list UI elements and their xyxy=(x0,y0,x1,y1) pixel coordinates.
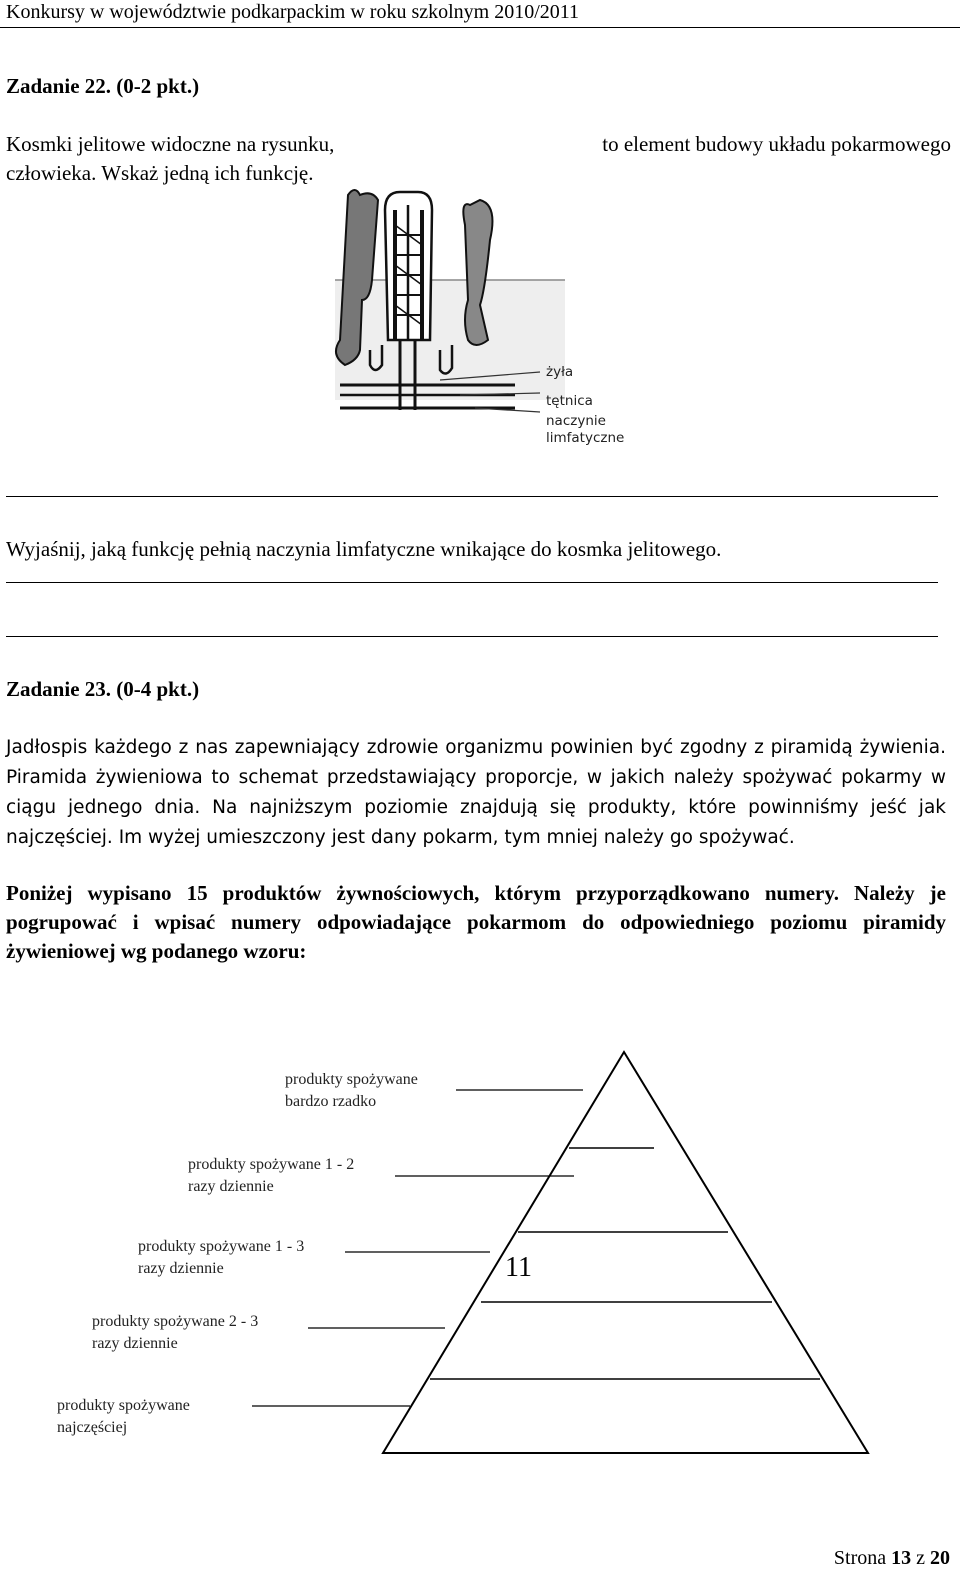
pyramid-level-2-label xyxy=(188,1154,354,1198)
task22-intro-part2-start: to element budowy układu pokarmowego xyxy=(602,132,951,156)
pyramid-level-1-line2: bardzo rzadko xyxy=(285,1093,377,1110)
pyramid-level-5-label xyxy=(57,1395,190,1439)
pyramid-level-1-label xyxy=(285,1069,418,1113)
answer-line-2[interactable] xyxy=(6,582,938,583)
label-lymph-vessel-2: limfatyczne xyxy=(546,430,625,446)
central-villus xyxy=(385,192,432,340)
pyramid-level-3-line1: produkty spożywane 1 - 3 xyxy=(138,1238,305,1255)
page-header-title: Konkursy w województwie podkarpackim w roku szkolnym 2010/2011 xyxy=(6,1,580,23)
pyramid-level-5-line2: najczęściej xyxy=(57,1419,128,1436)
pyramid-level-3-line2: razy dziennie xyxy=(138,1260,224,1277)
pyramid-level-2-line1: produkty spożywane 1 - 2 xyxy=(188,1156,355,1173)
footer-page-number: 13 xyxy=(891,1547,912,1569)
footer-page-total: 20 xyxy=(930,1547,950,1569)
pyramid-level-4-label xyxy=(92,1311,258,1355)
task22-title: Zadanie 22. (0-2 pkt.) xyxy=(6,74,200,98)
pyramid-level-4-line1: produkty spożywane 2 - 3 xyxy=(92,1313,259,1330)
pyramid-level-3-label xyxy=(138,1236,304,1280)
task23-instruction: Poniżej wypisano 15 produktów żywnościowych, którym przyporządkowano numery. Należy je pogrupować i wpisać numery odpowiadające pokarmom do odpowiedniego poziomu piramidy żywieniowej wg podanego wzoru: xyxy=(6,881,946,963)
pyramid-level-1-line1: produkty spożywane xyxy=(285,1071,418,1088)
pyramid-level-5-line1: produkty spożywane xyxy=(57,1397,190,1414)
answer-line-1[interactable] xyxy=(6,496,938,497)
pyramid-level-4-line2: razy dziennie xyxy=(92,1335,178,1352)
task23-title: Zadanie 23. (0-4 pkt.) xyxy=(6,677,200,701)
pyramid-level-2-line2: razy dziennie xyxy=(188,1178,274,1195)
answer-line-3[interactable] xyxy=(6,636,938,637)
header-rule xyxy=(0,27,960,28)
footer-prefix: Strona xyxy=(833,1547,887,1569)
task22-intro-part2-end: człowieka. Wskaż jedną ich funkcję. xyxy=(6,161,314,185)
task22-question2: Wyjaśnij, jaką funkcję pełnią naczynia limfatyczne wnikające do kosmka jelitowego. xyxy=(6,537,722,561)
pyramid-example-number: 11 xyxy=(505,1252,532,1283)
label-artery: tętnica xyxy=(546,393,593,409)
label-vein: żyła xyxy=(546,364,574,380)
label-lymph-vessel-1: naczynie xyxy=(546,413,606,429)
footer-middle: z xyxy=(916,1547,925,1569)
task23-paragraph: Jadłospis każdego z nas zapewniający zdrowie organizmu powinien być zgodny z piramidą żywienia. Piramida żywieniowa to schemat przedstawiający proporcje, w jakich należy spożywać pokarmy w ciągu jednego dnia. Na najniższym poziomie znajdują się produkty, które powinniśmy jeść jak najczęściej. Im wyżej umieszczony jest dany pokarm, tym mniej należy go spożywać. xyxy=(6,737,946,848)
task22-intro-part1: Kosmki jelitowe widoczne na rysunku, xyxy=(6,132,335,156)
page-footer xyxy=(834,1547,950,1570)
